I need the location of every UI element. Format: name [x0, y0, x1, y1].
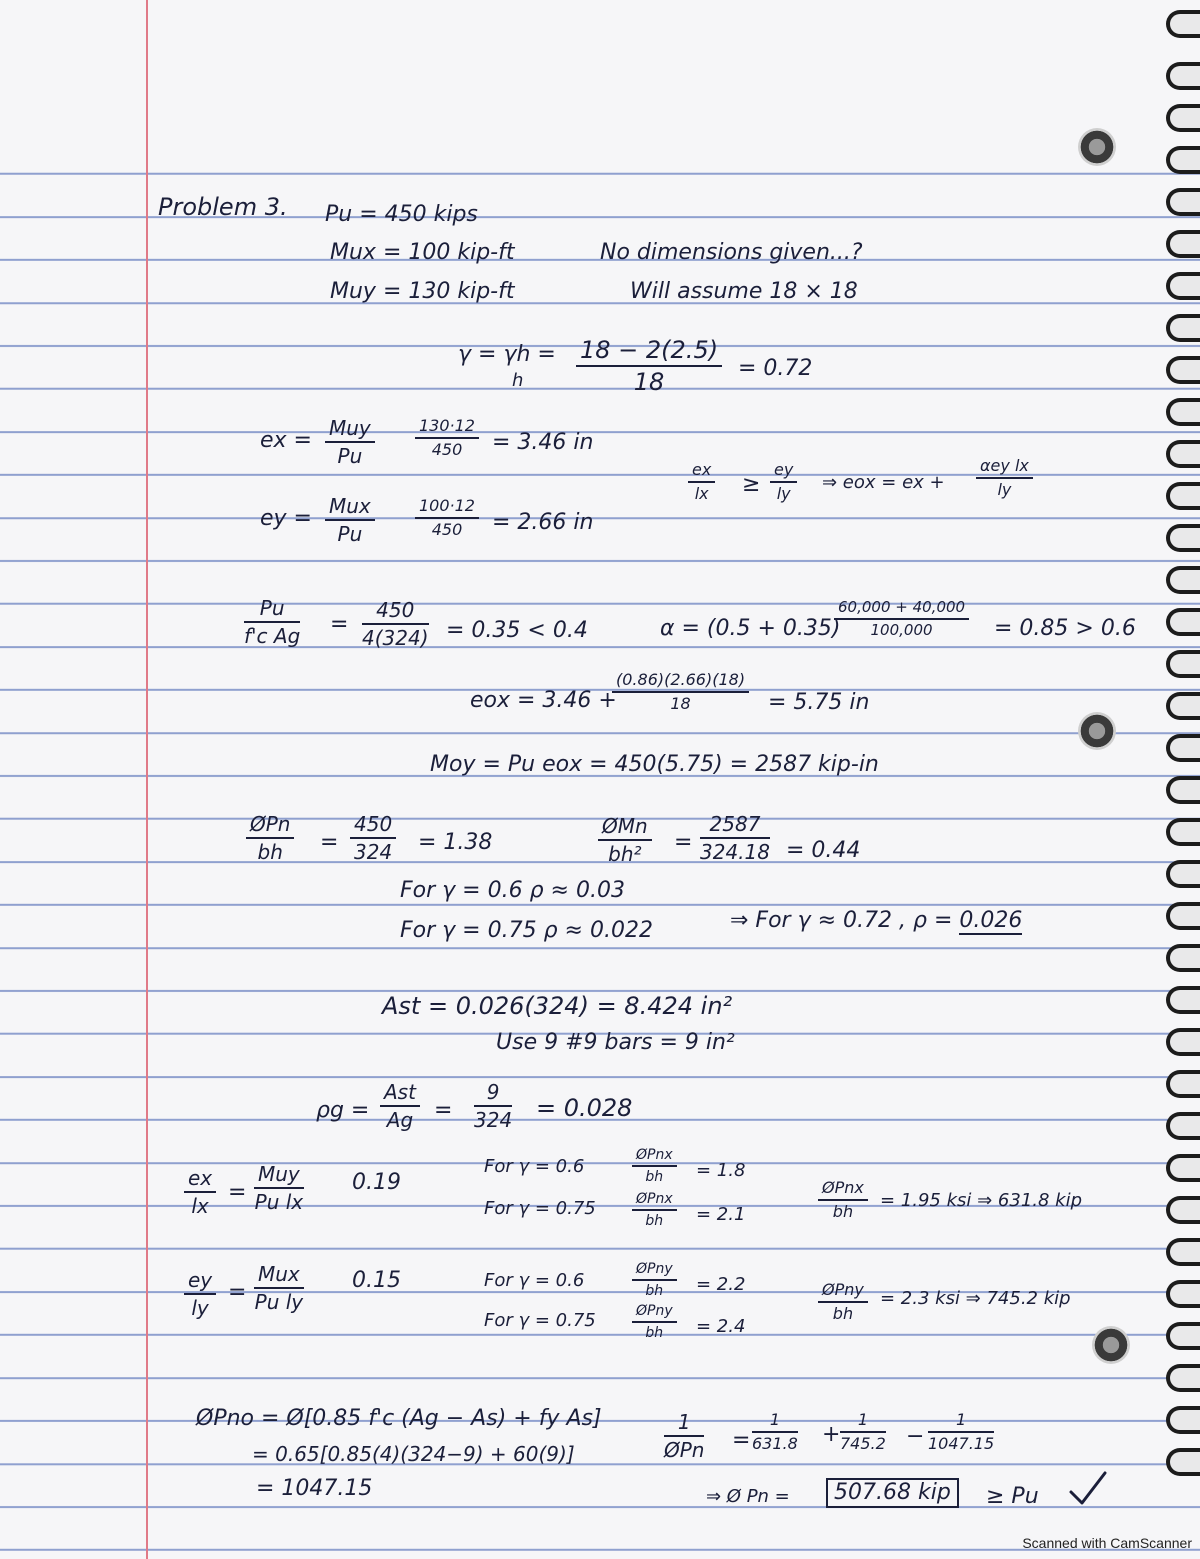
ex-lhs: ex = — [260, 428, 312, 453]
ring — [1166, 356, 1200, 384]
ey-ly-den: ly — [776, 484, 791, 503]
ring — [1166, 776, 1200, 804]
ring — [1166, 524, 1200, 552]
r1-for2-fraction — [632, 1192, 677, 1228]
margin-line — [146, 0, 148, 1559]
ast-line: Ast = 0.026(324) = 8.424 in² — [382, 992, 733, 1020]
r2-fraction — [254, 1264, 304, 1312]
ring — [1166, 692, 1200, 720]
ex-f1-numerator: Muy — [325, 418, 375, 443]
ring — [1166, 1448, 1200, 1476]
ring — [1166, 1238, 1200, 1266]
bresler-t3-num: 1 — [928, 1412, 994, 1433]
bresler-term-1 — [752, 1412, 798, 1452]
ring — [1166, 230, 1200, 258]
assumption-note: Will assume 18 × 18 — [630, 279, 858, 304]
rho-for-0-75: For γ = 0.75 ρ ≈ 0.022 — [400, 918, 653, 943]
ex-fraction-1 — [325, 418, 375, 466]
r2-for1-num: ØPny — [632, 1262, 677, 1281]
r2-for-0-6: For γ = 0.6 — [484, 1270, 585, 1291]
spiral-binding — [1160, 0, 1200, 1559]
alpha-result: = 0.85 > 0.6 — [994, 616, 1136, 641]
rhog-f2-den: 324 — [474, 1108, 513, 1132]
alpha-f-den: 100,000 — [870, 621, 933, 639]
use-bars: Use 9 #9 bars = 9 in² — [496, 1030, 735, 1055]
ex-fraction-2 — [415, 418, 479, 458]
phipn-f-num: 450 — [350, 814, 396, 839]
ey-result: = 2.66 in — [492, 510, 594, 535]
eox-f-num: αey lx — [976, 458, 1033, 479]
ring — [1166, 860, 1200, 888]
r1-result: = 1.95 ksi ⇒ 631.8 kip — [880, 1190, 1083, 1211]
bresler-term-3 — [928, 1412, 994, 1452]
phimn-ratio — [598, 816, 652, 864]
ey-f2-numerator: 100·12 — [415, 498, 479, 519]
r1-f-num: Muy — [254, 1164, 304, 1189]
r2-value: 0.15 — [352, 1268, 401, 1293]
ring — [1166, 1364, 1200, 1392]
rhog-equals: = — [434, 1098, 453, 1123]
ring — [1166, 944, 1200, 972]
bresler-t1-num: 1 — [752, 1412, 798, 1433]
r2-result: = 2.3 ksi ⇒ 745.2 kip — [880, 1288, 1071, 1309]
no-dimensions-note: No dimensions given...? — [600, 240, 863, 265]
r1-for1-num: ØPnx — [632, 1148, 677, 1167]
ring — [1166, 986, 1200, 1014]
axial-ratio-num: Pu — [244, 598, 300, 623]
bresler-minus: − — [906, 1424, 925, 1449]
alpha-fraction — [834, 600, 969, 638]
ring — [1166, 608, 1200, 636]
ring — [1166, 62, 1200, 90]
bresler-t1-den: 631.8 — [752, 1434, 798, 1453]
r1-res-num: ØPnx — [818, 1180, 868, 1201]
bresler-lhs-num: 1 — [664, 1412, 704, 1437]
gamma-numerator: 18 − 2(2.5) — [576, 338, 722, 367]
pno-substitution: = 0.65[0.85(4)(324−9) + 60(9)] — [252, 1442, 575, 1466]
ey-f1-denominator: Pu — [337, 522, 363, 546]
punch-hole — [1078, 128, 1116, 166]
ring — [1166, 1196, 1200, 1224]
ey-fraction-2 — [415, 498, 479, 538]
r2-for2-fraction — [632, 1304, 677, 1340]
ring — [1166, 902, 1200, 930]
r1-for-0-6: For γ = 0.6 — [484, 1156, 585, 1177]
ey-ly-ratio — [770, 462, 797, 502]
r2-res-num: ØPny — [818, 1282, 868, 1303]
phipn-equals: = — [320, 830, 339, 855]
phipn-num: ØPn — [246, 814, 294, 839]
bresler-lhs — [664, 1412, 704, 1460]
r1-for1-fraction — [632, 1148, 677, 1184]
eox-den: 18 — [670, 694, 691, 713]
given-mux: Mux = 100 kip-ft — [330, 240, 515, 265]
ring — [1166, 1112, 1200, 1140]
axial-fraction — [362, 600, 429, 648]
r1-for2-den: bh — [645, 1213, 664, 1229]
ex-f2-denominator: 450 — [431, 440, 463, 459]
ring — [1166, 188, 1200, 216]
checkmark-icon — [1068, 1468, 1108, 1508]
ring — [1166, 734, 1200, 762]
pno-formula: ØPno = Ø[0.85 f'c (Ag − As) + fy As] — [196, 1406, 602, 1431]
rhog-result: = 0.028 — [536, 1094, 633, 1122]
final-lhs: ⇒ Ø Pn = — [706, 1486, 790, 1507]
scanner-watermark: Scanned with CamScanner — [1022, 1535, 1192, 1551]
eox-num: (0.86)(2.66)(18) — [612, 672, 749, 693]
r1-lhs-den: lx — [191, 1194, 209, 1218]
axial-equals: = — [330, 612, 349, 637]
r2-for1-fraction — [632, 1262, 677, 1298]
ring — [1166, 1322, 1200, 1350]
bresler-t3-den: 1047.15 — [928, 1434, 995, 1453]
phimn-den: bh² — [608, 842, 642, 866]
ey-fraction-1 — [325, 496, 375, 544]
phipn-ratio — [246, 814, 294, 862]
eox-result: = 5.75 in — [768, 690, 870, 715]
rhog-f1-num: Ast — [380, 1082, 420, 1107]
axial-f-den: 4(324) — [362, 626, 429, 650]
phimn-equals: = — [674, 830, 693, 855]
ring — [1166, 398, 1200, 426]
r1-lhs — [184, 1168, 216, 1216]
gamma-result: = 0.72 — [738, 356, 813, 381]
ring — [1166, 566, 1200, 594]
gamma-fraction — [576, 338, 722, 394]
r2-for1-value: = 2.2 — [696, 1274, 746, 1295]
phipn-result: = 1.38 — [418, 830, 493, 855]
greater-equal: ≥ — [742, 472, 761, 497]
ey-ly-num: ey — [770, 462, 797, 483]
ring — [1166, 1070, 1200, 1098]
punch-hole — [1092, 1326, 1130, 1364]
ring — [1166, 314, 1200, 342]
phimn-fraction — [700, 814, 770, 862]
ex-lx-num: ex — [688, 462, 715, 483]
phimn-f-num: 2587 — [700, 814, 770, 839]
gamma-denominator: 18 — [633, 368, 665, 396]
r2-for-0-75: For γ = 0.75 — [484, 1310, 596, 1331]
phimn-result: = 0.44 — [786, 838, 861, 863]
eox-formula: ⇒ eox = ex + — [822, 472, 945, 493]
alpha-lhs: α = (0.5 + 0.35) — [660, 616, 841, 641]
eox-formula-fraction — [976, 458, 1033, 498]
ring — [1166, 818, 1200, 846]
r1-f-den: Pu lx — [254, 1190, 304, 1214]
r1-for1-den: bh — [645, 1169, 664, 1185]
r1-for-0-75: For γ = 0.75 — [484, 1198, 596, 1219]
given-muy: Muy = 130 kip-ft — [330, 279, 515, 304]
axial-f-num: 450 — [362, 600, 429, 625]
ring — [1166, 440, 1200, 468]
rho-for-0-6: For γ = 0.6 ρ ≈ 0.03 — [400, 878, 625, 903]
final-rhs: ≥ Pu — [986, 1484, 1039, 1509]
gamma-lhs: γ = γh = — [458, 342, 556, 367]
rho-interpolation — [730, 910, 1022, 932]
ey-lhs: ey = — [260, 506, 312, 531]
bresler-t2-den: 745.2 — [840, 1434, 886, 1453]
final-answer: 507.68 kip — [826, 1478, 959, 1508]
bresler-equals: = — [732, 1428, 751, 1453]
moy-line: Moy = Pu eox = 450(5.75) = 2587 kip-in — [430, 752, 879, 777]
r2-for2-value: = 2.4 — [696, 1316, 746, 1337]
r2-lhs — [184, 1270, 216, 1318]
problem-title: Problem 3. — [158, 193, 288, 221]
r2-result-fraction — [818, 1282, 868, 1322]
ex-f1-denominator: Pu — [337, 444, 363, 468]
alpha-f-num: 60,000 + 40,000 — [834, 600, 969, 620]
r1-value: 0.19 — [352, 1170, 401, 1195]
r1-equals: = — [228, 1180, 247, 1205]
ex-result: = 3.46 in — [492, 430, 594, 455]
rhog-fraction-2 — [474, 1082, 512, 1130]
r2-res-den: bh — [832, 1304, 854, 1323]
bresler-plus: + — [822, 1422, 841, 1447]
ex-f2-numerator: 130·12 — [415, 418, 479, 439]
page-header-band — [0, 0, 1200, 132]
phipn-fraction — [350, 814, 396, 862]
r2-for1-den: bh — [645, 1283, 664, 1299]
ey-f2-denominator: 450 — [431, 520, 463, 539]
ring — [1166, 650, 1200, 678]
phimn-f-den: 324.18 — [700, 840, 770, 864]
punch-hole — [1078, 712, 1116, 750]
rho-interp-value: 0.026 — [959, 908, 1023, 933]
ring — [1166, 1406, 1200, 1434]
ey-f1-numerator: Mux — [325, 496, 375, 521]
r2-for2-num: ØPny — [632, 1304, 677, 1323]
r2-f-den: Pu ly — [254, 1290, 304, 1314]
ring — [1166, 104, 1200, 132]
rhog-fraction-1 — [380, 1082, 420, 1130]
ex-lx-ratio — [688, 462, 715, 502]
r2-lhs-den: ly — [191, 1296, 209, 1320]
axial-ratio-den: f'c Ag — [244, 624, 301, 648]
bresler-term-2 — [840, 1412, 886, 1452]
ex-lx-den: lx — [694, 484, 709, 503]
bresler-t2-num: 1 — [840, 1412, 886, 1433]
r2-f-num: Mux — [254, 1264, 304, 1289]
rhog-f2-num: 9 — [474, 1082, 512, 1107]
eox-fraction — [612, 672, 749, 712]
r2-for2-den: bh — [645, 1325, 664, 1341]
given-pu: Pu = 450 kips — [325, 202, 478, 227]
phipn-den: bh — [257, 840, 283, 864]
rhog-f1-den: Ag — [386, 1108, 414, 1132]
r1-for2-num: ØPnx — [632, 1192, 677, 1211]
ring — [1166, 1154, 1200, 1182]
eox-lhs: eox = 3.46 + — [470, 688, 617, 713]
bresler-lhs-den: ØPn — [664, 1438, 705, 1462]
pno-result: = 1047.15 — [256, 1476, 373, 1501]
axial-result: = 0.35 < 0.4 — [446, 618, 588, 643]
r1-for2-value: = 2.1 — [696, 1204, 746, 1225]
r1-fraction — [254, 1164, 304, 1212]
rho-interp-label: ⇒ For γ ≈ 0.72 , ρ = — [730, 908, 960, 933]
r2-lhs-num: ey — [184, 1270, 216, 1295]
ring — [1166, 1028, 1200, 1056]
axial-ratio — [244, 598, 300, 646]
phipn-f-den: 324 — [354, 840, 393, 864]
rhog-lhs: ρg = — [316, 1098, 370, 1123]
eox-f-den: ly — [997, 480, 1012, 499]
r1-lhs-num: ex — [184, 1168, 216, 1193]
gamma-h: h — [512, 370, 524, 391]
r1-res-den: bh — [832, 1202, 854, 1221]
ring — [1166, 1280, 1200, 1308]
r1-result-fraction — [818, 1180, 868, 1220]
ring — [1166, 272, 1200, 300]
r2-equals: = — [228, 1280, 247, 1305]
ring — [1166, 146, 1200, 174]
ring — [1166, 10, 1200, 38]
ring — [1166, 482, 1200, 510]
phimn-num: ØMn — [598, 816, 652, 841]
r1-for1-value: = 1.8 — [696, 1160, 746, 1181]
